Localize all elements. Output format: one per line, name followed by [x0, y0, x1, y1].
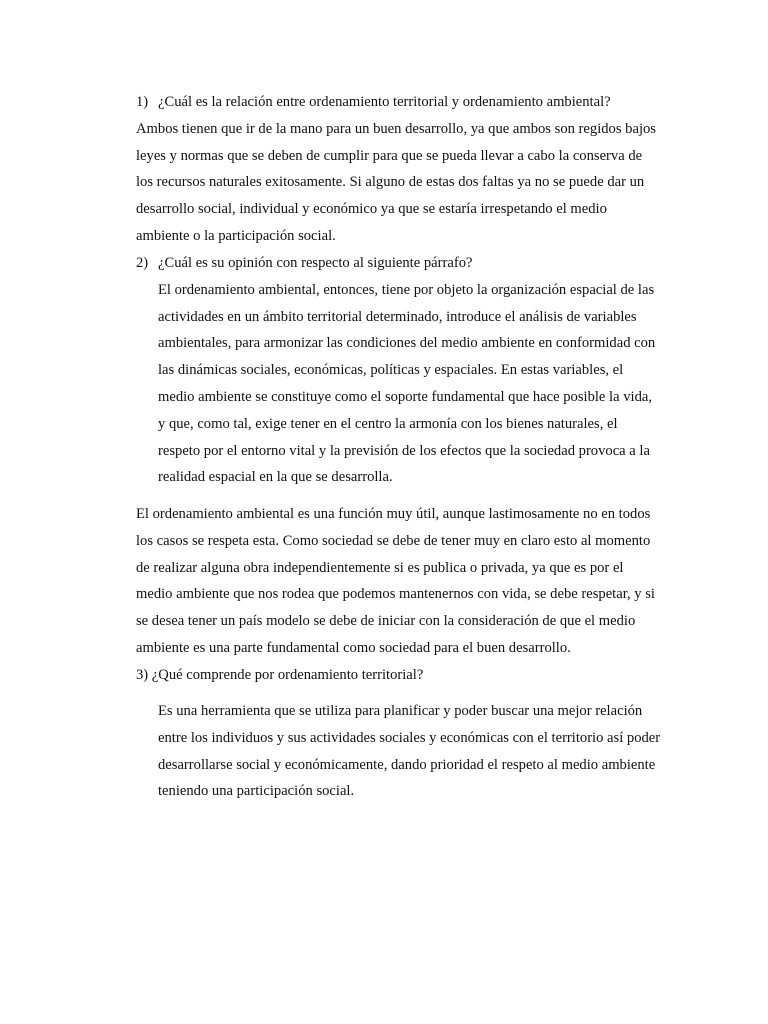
question-2-heading	[136, 250, 684, 277]
answer-line: teniendo una participación social.	[158, 783, 355, 800]
quote-line: actividades en un ámbito territorial determinado, introduce el análisis de variables	[158, 308, 637, 325]
quoted-paragraph	[136, 277, 684, 491]
question-1-section	[136, 89, 684, 250]
answer-line: se desea tener un país modelo se debe de iniciar con la consideración de que el medio	[136, 613, 636, 630]
quote-line: realidad espacial en la que se desarrolla.	[158, 469, 393, 486]
answer-line: leyes y normas que se deben de cumplir para que se pueda llevar a cabo la conserva de	[136, 147, 643, 164]
question-1-answer	[136, 116, 684, 250]
question-3-answer	[136, 698, 684, 805]
quote-line: ambientales, para armonizar las condiciones del medio ambiente en conformidad con	[158, 335, 656, 352]
answer-line: medio ambiente que nos rodea que podemos mantenernos con vida, se debe respetar, y si	[136, 586, 655, 603]
question-3-heading: 3) ¿Qué comprende por ordenamiento territorial?	[136, 666, 424, 683]
answer-line: de realizar alguna obra independientemente si es publica o privada, ya que es por el	[136, 559, 624, 576]
question-2-section	[136, 250, 684, 491]
answer-line: ambiente o la participación social.	[136, 227, 336, 244]
quote-line: medio ambiente se constituye como el soporte fundamental que hace posible la vida,	[158, 388, 653, 405]
quote-line: El ordenamiento ambiental, entonces, tiene por objeto la organización espacial de las	[158, 281, 655, 298]
answer-line: ambiente es una parte fundamental como sociedad para el buen desarrollo.	[136, 639, 571, 656]
answer-line: desarrollarse social y económicamente, dando prioridad el respeto al medio ambiente	[158, 756, 656, 773]
answer-line: los recursos naturales exitosamente. Si alguno de estas dos faltas ya no se puede dar un	[136, 174, 645, 191]
answer-line: entre los individuos y sus actividades sociales y económicas con el territorio así poder	[158, 729, 661, 746]
quote-line: respeto por el entorno vital y la previsión de los efectos que la sociedad provoca a la	[158, 442, 650, 459]
answer-line: desarrollo social, individual y económico ya que se estaría irrespetando el medio	[136, 201, 607, 218]
question-1-text: ¿Cuál es la relación entre ordenamiento territorial y ordenamiento ambiental?	[158, 94, 611, 110]
quote-line: y que, como tal, exige tener en el centro la armonía con los bienes naturales, el	[158, 415, 618, 432]
quote-line: las dinámicas sociales, económicas, políticas y espaciales. En estas variables, el	[158, 362, 624, 379]
question-2-text: ¿Cuál es su opinión con respecto al siguiente párrafo?	[158, 255, 473, 271]
answer-line: Es una herramienta que se utiliza para planificar y poder buscar una mejor relación	[158, 703, 643, 719]
question-1-heading	[136, 89, 684, 116]
answer-line: Ambos tienen que ir de la mano para un buen desarrollo, ya que ambos son regidos bajos	[136, 120, 656, 137]
answer-line: los casos se respeta esta. Como sociedad se debe de tener muy en claro esto al momento	[136, 532, 651, 549]
question-2-answer	[136, 501, 684, 689]
answer-line: El ordenamiento ambiental es una función muy útil, aunque lastimosamente no en todos	[136, 506, 651, 522]
question-2-number: 2)	[136, 255, 149, 271]
question-1-number: 1)	[136, 94, 149, 110]
